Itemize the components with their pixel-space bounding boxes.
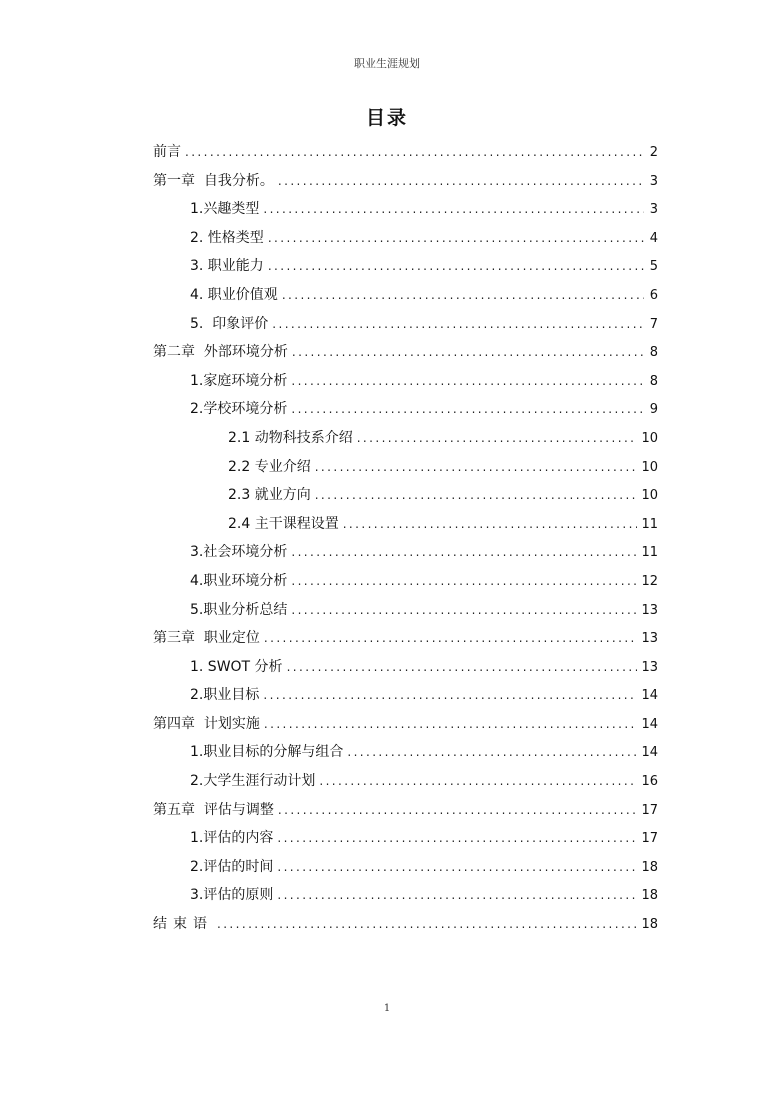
- toc-entry-label: 前言: [153, 144, 181, 160]
- toc-entry[interactable]: [153, 742, 658, 771]
- toc-entry-page-number: 14: [641, 688, 658, 704]
- toc-entry-page-number: 3: [649, 173, 658, 189]
- toc-entry-page-number: 5: [649, 259, 658, 275]
- toc-entry[interactable]: [153, 771, 658, 800]
- toc-entry-label: 3.评估的原则: [190, 887, 274, 904]
- toc-entry-label: 2. 性格类型: [190, 229, 264, 246]
- toc-entry[interactable]: [153, 228, 658, 257]
- toc-entry-label: 2.4 主干课程设置: [228, 515, 339, 532]
- toc-entry-page-number: 10: [641, 488, 658, 504]
- toc-dot-leader: [291, 571, 637, 591]
- toc-entry-label: 2.2 专业介绍: [228, 458, 311, 475]
- toc-entry[interactable]: [153, 542, 658, 571]
- toc-entry-label: 3. 职业能力: [190, 258, 264, 275]
- toc-entry[interactable]: [153, 685, 658, 714]
- toc-entry[interactable]: [153, 657, 658, 686]
- toc-entry-label: 2.评估的时间: [190, 858, 274, 875]
- toc-entry-page-number: 18: [641, 917, 658, 933]
- toc-entry-label: 4.职业环境分析: [190, 572, 288, 589]
- toc-entry-page-number: 14: [641, 716, 658, 732]
- toc-dot-leader: [264, 714, 638, 734]
- toc-entry-label: 1.兴趣类型: [190, 201, 260, 218]
- toc-entry[interactable]: [153, 399, 658, 428]
- toc-entry-page-number: 18: [641, 859, 658, 875]
- toc-entry-page-number: 6: [649, 287, 658, 303]
- page-title: 目录: [365, 107, 408, 129]
- toc-dot-leader: [357, 428, 638, 448]
- toc-entry-label: 第五章 评估与调整: [153, 801, 274, 818]
- toc-entry-label: 2.职业目标: [190, 687, 260, 704]
- toc-entry-label: 2.3 就业方向: [228, 487, 311, 504]
- toc-dot-leader: [277, 828, 637, 848]
- toc-entry[interactable]: [153, 914, 658, 943]
- toc-entry[interactable]: [153, 199, 658, 228]
- toc-dot-leader: [272, 314, 644, 334]
- toc-dot-leader: [343, 514, 638, 534]
- toc-entry-label: 3.社会环境分析: [190, 544, 288, 561]
- toc-entry-label: 第四章 计划实施: [153, 715, 260, 732]
- toc-entry-page-number: 16: [641, 774, 658, 790]
- toc-dot-leader: [315, 457, 638, 477]
- toc-entry-label: 5.职业分析总结: [190, 601, 288, 618]
- toc-dot-leader: [263, 685, 637, 705]
- toc-entry[interactable]: [153, 714, 658, 743]
- toc-entry[interactable]: [153, 342, 658, 371]
- toc-entry-page-number: 7: [649, 316, 658, 332]
- toc-entry-label: 2.1 动物科技系介绍: [228, 429, 353, 446]
- toc-entry[interactable]: [153, 314, 658, 343]
- toc-entry[interactable]: [153, 628, 658, 657]
- toc-dot-leader: [264, 628, 638, 648]
- toc-entry[interactable]: [153, 485, 658, 514]
- toc-entry[interactable]: [153, 857, 658, 886]
- toc-entry-page-number: 12: [641, 573, 658, 589]
- toc-entry-page-number: 10: [641, 430, 658, 446]
- page-header: 职业生涯规划: [354, 57, 420, 70]
- toc-entry[interactable]: [153, 428, 658, 457]
- toc-dot-leader: [278, 171, 644, 191]
- toc-entry-label: 第一章 自我分析。: [153, 172, 274, 189]
- page-number: 1: [383, 1003, 391, 1014]
- toc-dot-leader: [282, 285, 644, 305]
- toc-dot-leader: [277, 885, 637, 905]
- toc-entry[interactable]: [153, 514, 658, 543]
- toc-dot-leader: [291, 371, 644, 391]
- toc-entry-page-number: 17: [641, 831, 658, 847]
- toc-entry-page-number: 11: [641, 545, 658, 561]
- toc-entry[interactable]: [153, 256, 658, 285]
- toc-entry-page-number: 9: [649, 402, 658, 418]
- toc-entry-label: 5. 印象评价: [190, 315, 269, 332]
- toc-entry[interactable]: [153, 171, 658, 200]
- toc-entry-label: 第二章 外部环境分析: [153, 344, 288, 361]
- toc-entry-page-number: 8: [649, 373, 658, 389]
- toc-dot-leader: [291, 600, 637, 620]
- toc-dot-leader: [185, 142, 644, 162]
- toc-entry-page-number: 17: [641, 802, 658, 818]
- toc-entry-page-number: 2: [649, 145, 658, 160]
- toc-dot-leader: [268, 256, 644, 276]
- table-of-contents: [153, 142, 658, 943]
- toc-entry-label: 2.学校环境分析: [190, 401, 288, 418]
- toc-entry-page-number: 13: [641, 631, 658, 647]
- toc-entry[interactable]: [153, 828, 658, 857]
- toc-entry[interactable]: [153, 285, 658, 314]
- toc-entry-label: 4. 职业价值观: [190, 286, 278, 303]
- toc-dot-leader: [291, 399, 644, 419]
- toc-entry-page-number: 11: [641, 516, 658, 532]
- toc-entry[interactable]: [153, 371, 658, 400]
- toc-dot-leader: [263, 199, 644, 219]
- toc-entry-label: 1.职业目标的分解与组合: [190, 744, 344, 761]
- toc-dot-leader: [217, 914, 637, 934]
- toc-entry-label: 第三章 职业定位: [153, 630, 260, 647]
- toc-entry-page-number: 18: [641, 888, 658, 904]
- toc-entry-label: 1.评估的内容: [190, 830, 274, 847]
- toc-entry[interactable]: [153, 885, 658, 914]
- toc-entry-page-number: 10: [641, 459, 658, 475]
- toc-entry[interactable]: [153, 800, 658, 829]
- toc-entry-page-number: 3: [649, 202, 658, 218]
- toc-entry[interactable]: [153, 600, 658, 629]
- toc-entry-page-number: 13: [641, 602, 658, 618]
- toc-entry-label: 1. SWOT 分析: [190, 658, 283, 675]
- toc-entry[interactable]: [153, 457, 658, 486]
- toc-entry-page-number: 13: [641, 659, 658, 675]
- toc-entry[interactable]: [153, 142, 658, 171]
- toc-entry-page-number: 8: [649, 345, 658, 361]
- toc-entry-page-number: 4: [649, 230, 658, 246]
- toc-entry-page-number: 14: [641, 745, 658, 761]
- toc-dot-leader: [287, 657, 638, 677]
- toc-dot-leader: [347, 742, 637, 762]
- toc-dot-leader: [277, 857, 637, 877]
- toc-dot-leader: [291, 542, 637, 562]
- toc-dot-leader: [315, 485, 638, 505]
- toc-entry[interactable]: [153, 571, 658, 600]
- toc-dot-leader: [319, 771, 637, 791]
- toc-entry-label: 2.大学生涯行动计划: [190, 773, 316, 790]
- toc-entry-label: 结束语: [153, 916, 213, 933]
- toc-dot-leader: [292, 342, 644, 362]
- toc-dot-leader: [278, 800, 638, 820]
- toc-entry-label: 1.家庭环境分析: [190, 372, 288, 389]
- toc-dot-leader: [268, 228, 644, 248]
